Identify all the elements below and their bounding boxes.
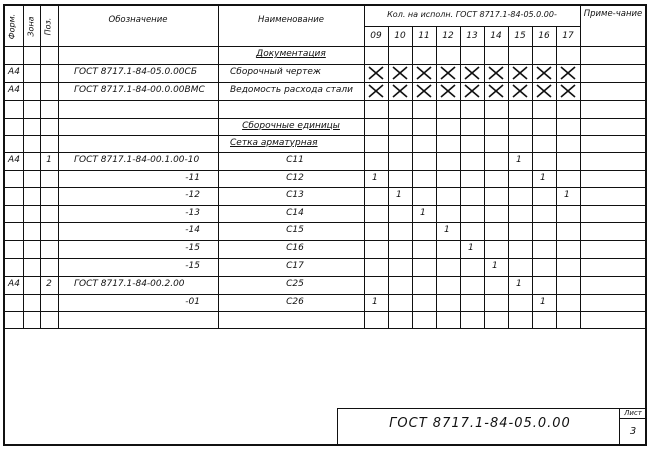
header-position: Поз. — [43, 17, 53, 36]
row-line — [5, 311, 646, 312]
row-line — [5, 118, 646, 119]
quantity-mark: 1 — [372, 296, 378, 307]
grid-vline — [58, 4, 59, 328]
quantity-mark: 1 — [372, 172, 378, 183]
row-line — [5, 328, 646, 329]
row-line — [5, 100, 646, 101]
row-format: А4 — [8, 85, 20, 95]
row-designation: -14 — [185, 225, 200, 235]
grid-vline — [364, 4, 365, 328]
variant-14: 14 — [490, 31, 502, 41]
variant-15: 15 — [514, 31, 526, 41]
row-name: Сборочные единицы — [242, 120, 340, 131]
quantity-mark: 1 — [564, 190, 570, 200]
row-name: С15 — [286, 225, 304, 235]
quantity-mark: 1 — [540, 296, 546, 307]
row-name: С25 — [286, 279, 304, 289]
title-block-left — [337, 408, 338, 446]
header-note: Приме-чание — [583, 9, 643, 19]
row-format: А4 — [8, 155, 20, 165]
cross-mark-icon — [390, 84, 410, 98]
row-name: С12 — [286, 172, 304, 183]
row-designation: -11 — [185, 172, 200, 183]
header-designation: Обозначение — [108, 15, 168, 25]
cross-mark-icon — [558, 84, 578, 98]
grid-vline — [484, 26, 485, 328]
row-line — [5, 240, 646, 241]
quantity-mark: 1 — [444, 225, 450, 235]
cross-mark-icon — [510, 66, 530, 80]
quantity-mark: 1 — [420, 207, 426, 218]
sheet-label: Лист — [624, 409, 642, 417]
header-zone: Зона — [26, 16, 36, 37]
header-format: Форм. — [7, 13, 17, 40]
grid-vline — [460, 26, 461, 328]
variant-divider — [364, 26, 580, 27]
row-name: Ведомость расхода стали — [230, 85, 354, 95]
row-name: Документация — [256, 49, 326, 59]
variant-11: 11 — [418, 31, 430, 41]
quantity-mark: 1 — [516, 279, 522, 289]
row-position: 2 — [46, 279, 52, 289]
row-designation: -15 — [185, 243, 200, 253]
row-designation: -13 — [185, 207, 200, 218]
row-line — [5, 152, 646, 153]
cross-mark-icon — [390, 66, 410, 80]
cross-mark-icon — [462, 66, 482, 80]
row-name: С13 — [286, 190, 304, 200]
cross-mark-icon — [438, 84, 458, 98]
row-designation: ГОСТ 8717.1-84-05.0.00СБ — [74, 67, 197, 77]
grid-vline — [532, 26, 533, 328]
row-line — [5, 222, 646, 223]
cross-mark-icon — [558, 66, 578, 80]
grid-vline — [436, 26, 437, 328]
grid-vline — [388, 26, 389, 328]
grid-vline — [412, 26, 413, 328]
header-name: Наименование — [257, 15, 325, 25]
row-name: С16 — [286, 243, 304, 253]
variant-09: 09 — [370, 31, 382, 41]
row-format: А4 — [8, 279, 20, 289]
row-name: С26 — [286, 296, 304, 307]
quantity-mark: 1 — [492, 261, 498, 271]
cross-mark-icon — [414, 84, 434, 98]
grid-vline — [218, 4, 219, 328]
row-line — [5, 82, 646, 83]
cross-mark-icon — [534, 84, 554, 98]
grid-vline — [23, 4, 24, 328]
cross-mark-icon — [486, 84, 506, 98]
variant-12: 12 — [442, 31, 454, 41]
grid-vline — [556, 26, 557, 328]
row-name: С14 — [286, 207, 304, 218]
row-designation: ГОСТ 8717.1-84-00.0.00ВМС — [74, 85, 205, 95]
variant-16: 16 — [538, 31, 550, 41]
row-name: С17 — [286, 261, 304, 271]
row-line — [5, 135, 646, 136]
quantity-mark: 1 — [396, 190, 402, 200]
row-line — [5, 170, 646, 171]
document-code: ГОСТ 8717.1-84-05.0.00 — [389, 416, 571, 431]
row-name: Сборочный чертеж — [230, 67, 322, 77]
variant-13: 13 — [466, 31, 478, 41]
row-designation: ГОСТ 8717.1-84-00.1.00-10 — [74, 155, 200, 165]
cross-mark-icon — [510, 84, 530, 98]
row-name: Сетка арматурная — [230, 137, 318, 148]
row-line — [5, 205, 646, 206]
row-line — [5, 187, 646, 188]
cross-mark-icon — [462, 84, 482, 98]
title-block-top — [337, 408, 646, 409]
cross-mark-icon — [438, 66, 458, 80]
quantity-mark: 1 — [468, 243, 474, 253]
row-designation: ГОСТ 8717.1-84-00.2.00 — [74, 279, 185, 289]
sheet-number: 3 — [629, 426, 637, 437]
header-quantity: Кол. на испoлн. ГОСТ 8717.1-84-05.0.00- — [387, 10, 557, 19]
row-format: А4 — [8, 67, 20, 77]
row-designation: -15 — [185, 261, 200, 271]
grid-vline — [580, 4, 581, 328]
row-line — [5, 294, 646, 295]
row-designation: -12 — [185, 190, 200, 200]
cross-mark-icon — [414, 66, 434, 80]
row-line — [5, 258, 646, 259]
row-line — [5, 64, 646, 65]
row-designation: -01 — [185, 296, 200, 307]
quantity-mark: 1 — [516, 155, 522, 165]
header-bottom-line — [5, 46, 646, 47]
row-name: С11 — [286, 155, 304, 165]
grid-vline — [508, 26, 509, 328]
variant-17: 17 — [562, 31, 574, 41]
cross-mark-icon — [486, 66, 506, 80]
quantity-mark: 1 — [540, 172, 546, 183]
cross-mark-icon — [366, 84, 386, 98]
cross-mark-icon — [366, 66, 386, 80]
cross-mark-icon — [534, 66, 554, 80]
row-position: 1 — [46, 155, 52, 165]
row-line — [5, 276, 646, 277]
variant-10: 10 — [394, 31, 406, 41]
